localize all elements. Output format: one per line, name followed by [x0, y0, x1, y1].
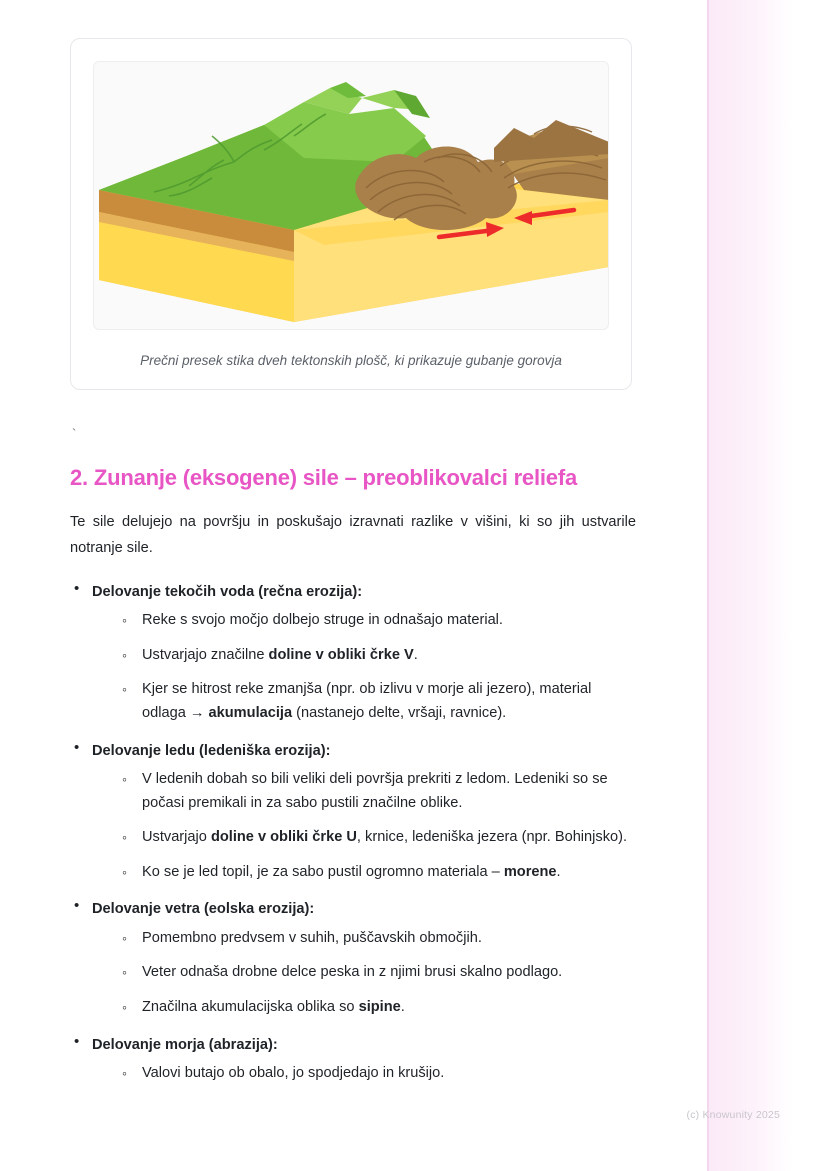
document-content — [70, 38, 636, 1100]
rich-text: Valovi butajo ob obalo, jo spodjedajo in krušijo. — [142, 1065, 445, 1082]
sub-list-item — [122, 996, 636, 1020]
section-intro: Te sile delujejo na površju in poskušajo izravnati razlike v višini, ki so jih ustvarile notranje sile. — [70, 514, 636, 556]
sub-list-item — [122, 644, 636, 668]
list-item — [70, 1034, 636, 1086]
stray-backtick: ` — [72, 425, 77, 441]
sub-list-item — [122, 678, 636, 725]
bullet-label: • Delovanje morja (abrazija): — [92, 1036, 278, 1053]
sub-list-item — [122, 861, 636, 885]
decorative-band-edge — [707, 0, 709, 1171]
tectonic-cross-section-illustration — [94, 62, 609, 329]
rich-text: Ustvarjajo značilne doline v obliki črke V. — [142, 646, 418, 663]
rich-text: Veter odnaša drobne delce peska in z njimi brusi skalno podlago. — [142, 964, 563, 981]
sub-list-item — [122, 826, 636, 850]
watermark: (c) Knowunity 2025 — [686, 1109, 780, 1121]
bullet-list — [70, 581, 636, 1086]
list-item — [70, 898, 636, 1019]
rich-text: V ledenih dobah so bili veliki deli površja prekriti z ledom. Ledeniki so se počasi premikali in za sabo pustili značilne oblike. — [142, 770, 608, 811]
sub-list-item — [122, 609, 636, 633]
sub-list — [92, 927, 636, 1020]
figure-image — [93, 61, 609, 330]
rich-text: Pomembno predvsem v suhih, puščavskih območjih. — [142, 929, 482, 946]
sub-list — [92, 768, 636, 885]
figure-caption: Prečni presek stika dveh tektonskih plošč, ki prikazuje gubanje gorovja — [140, 353, 562, 368]
page-title: 2. Zunanje (eksogene) sile – preoblikovalci reliefa — [70, 464, 577, 490]
bullet-label: • Delovanje vetra (eolska erozija): — [92, 901, 315, 918]
sub-list-item — [122, 961, 636, 985]
bullet-label: • Delovanje ledu (ledeniška erozija): — [92, 742, 331, 759]
rich-text: Reke s svojo močjo dolbejo struge in odnašajo material. — [142, 612, 503, 629]
decorative-right-band — [708, 0, 792, 1171]
rich-text: Ustvarjajo doline v obliki črke U, krnice, ledeniška jezera (npr. Bohinjsko). — [142, 829, 628, 846]
sub-list-item — [122, 927, 636, 951]
sub-list — [92, 1062, 636, 1086]
rich-text: Kjer se hitrost reke zmanjša (npr. ob izlivu v morje ali jezero), material odlaga → akumulacija (nastanejo delte, vršaji, ravnice). — [142, 681, 592, 721]
sub-list — [92, 609, 636, 726]
sub-list-item — [122, 768, 636, 815]
figure-card — [70, 38, 632, 390]
list-item — [70, 740, 636, 885]
list-item — [70, 581, 636, 726]
sub-list-item — [122, 1062, 636, 1086]
rich-text: Ko se je led topil, je za sabo pustil ogromno materiala – morene. — [142, 863, 561, 880]
bullet-label: • Delovanje tekočih voda (rečna erozija): — [92, 583, 363, 600]
rich-text: Značilna akumulacijska oblika so sipine. — [142, 999, 405, 1016]
